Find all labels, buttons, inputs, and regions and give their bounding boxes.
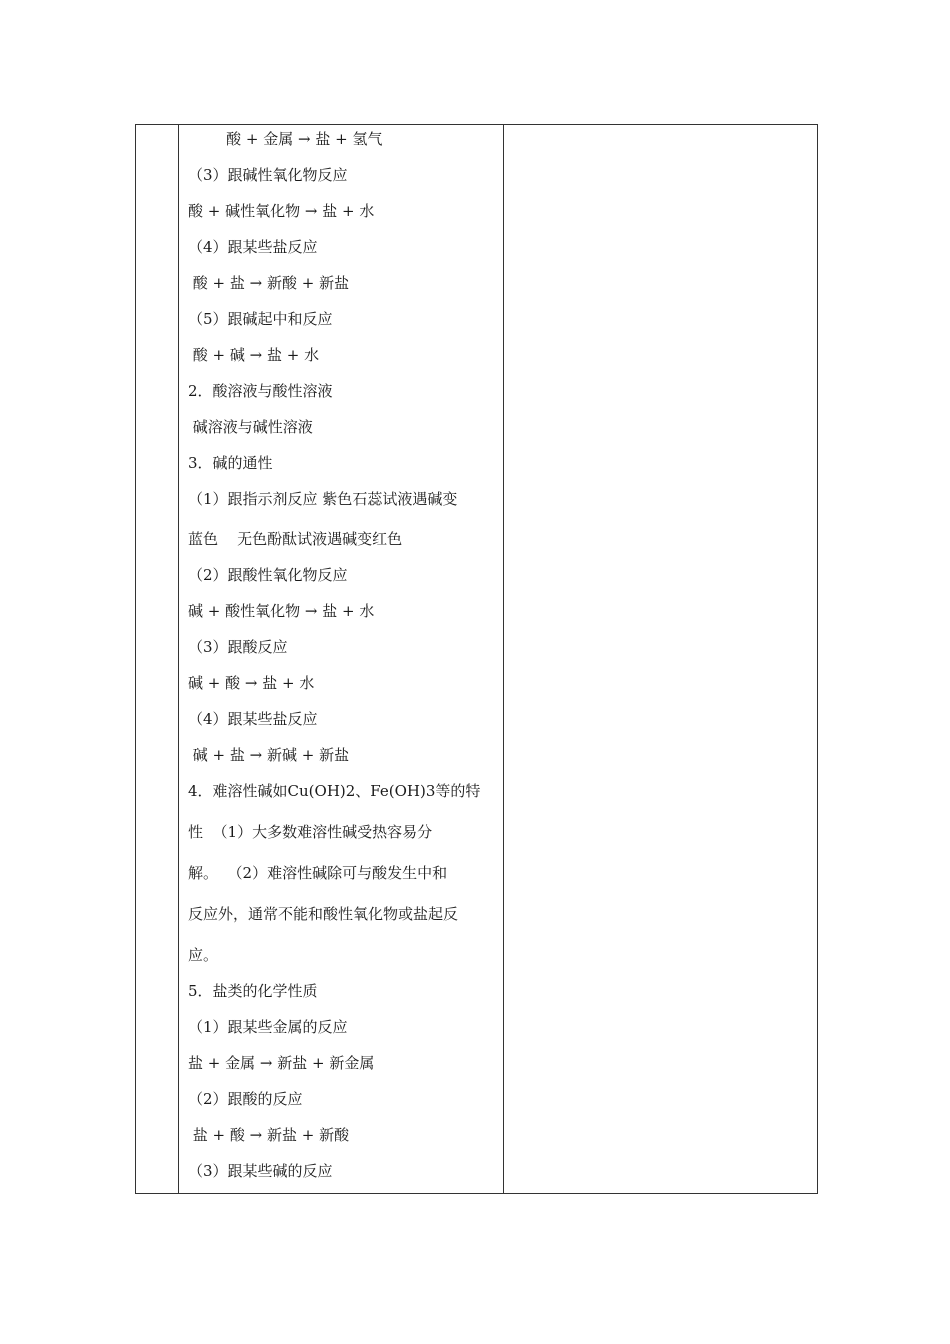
text-line: （4）跟某些盐反应 bbox=[188, 710, 318, 728]
text-line: 2．酸溶液与酸性溶液 bbox=[188, 382, 333, 400]
text-line: 应。 bbox=[188, 946, 219, 964]
text-line: （3）跟酸反应 bbox=[188, 638, 288, 656]
text-line: （1）跟指示剂反应 紫色石蕊试液遇碱变 bbox=[188, 490, 458, 508]
text-line: （3）跟碱性氧化物反应 bbox=[188, 166, 348, 184]
text-line: 酸 + 碱性氧化物 → 盐 + 水 bbox=[188, 202, 375, 220]
text-line: 酸 + 金属 → 盐 + 氢气 bbox=[188, 130, 383, 148]
text-line: 解。 （2）难溶性碱除可与酸发生中和 bbox=[188, 864, 448, 882]
text-line: 盐 + 金属 → 新盐 + 新金属 bbox=[188, 1054, 375, 1072]
content-table bbox=[135, 124, 818, 1194]
text-line: （5）跟碱起中和反应 bbox=[188, 310, 333, 328]
column-divider-2 bbox=[503, 125, 504, 1193]
text-line: 3．碱的通性 bbox=[188, 454, 273, 472]
text-line: 碱 + 酸 → 盐 + 水 bbox=[188, 674, 315, 692]
text-line: （3）跟某些碱的反应 bbox=[188, 1162, 333, 1180]
text-line: 反应外，通常不能和酸性氧化物或盐起反 bbox=[188, 905, 459, 923]
text-line: （2）跟酸性氧化物反应 bbox=[188, 566, 348, 584]
text-line: 盐 + 酸 → 新盐 + 新酸 bbox=[188, 1126, 350, 1144]
text-line: 碱 + 盐 → 新碱 + 新盐 bbox=[188, 746, 350, 764]
text-line: 酸 + 碱 → 盐 + 水 bbox=[188, 346, 320, 364]
text-line: 蓝色 无色酚酞试液遇碱变红色 bbox=[188, 530, 403, 548]
text-line: （4）跟某些盐反应 bbox=[188, 238, 318, 256]
text-line: 性 （1）大多数难溶性碱受热容易分 bbox=[188, 823, 433, 841]
text-line: 碱 + 酸性氧化物 → 盐 + 水 bbox=[188, 602, 375, 620]
text-line: （2）跟酸的反应 bbox=[188, 1090, 303, 1108]
text-line: （1）跟某些金属的反应 bbox=[188, 1018, 348, 1036]
text-line: 碱溶液与碱性溶液 bbox=[188, 418, 313, 436]
text-line: 4．难溶性碱如Cu(OH)2、Fe(OH)3等的特 bbox=[188, 782, 481, 800]
column-divider-1 bbox=[178, 125, 179, 1193]
text-line: 酸 + 盐 → 新酸 + 新盐 bbox=[188, 274, 350, 292]
text-line: 5．盐类的化学性质 bbox=[188, 982, 318, 1000]
